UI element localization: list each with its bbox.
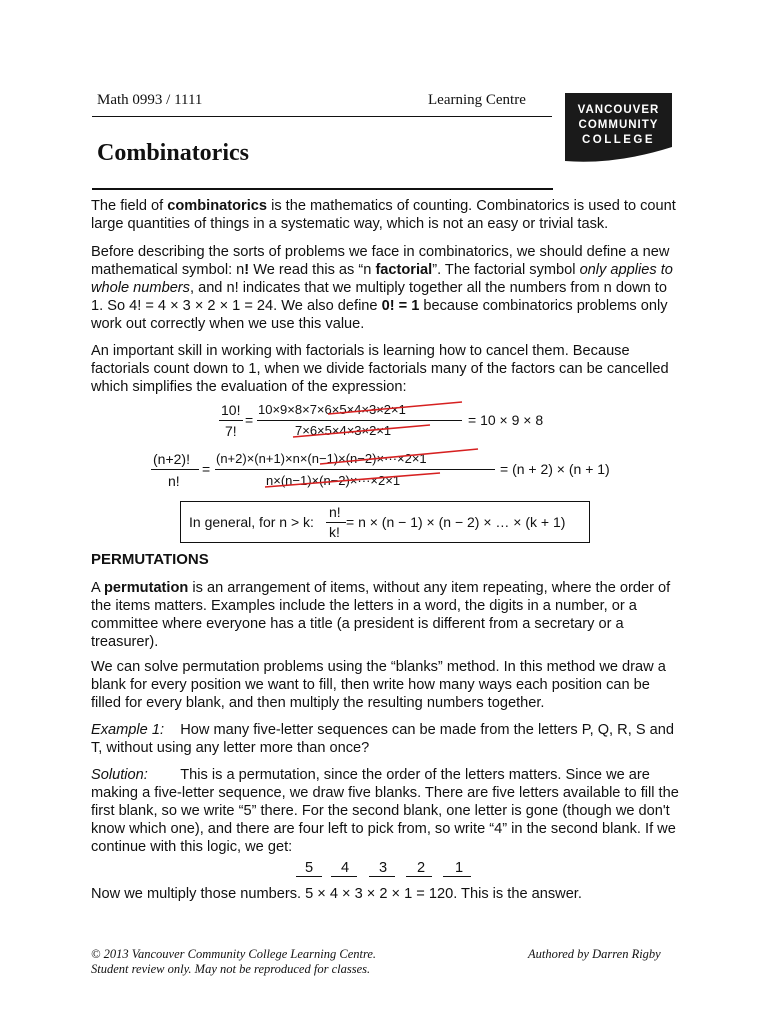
- eq2-result: = (n + 2) × (n + 1): [500, 461, 610, 477]
- logo-line-2: COMMUNITY: [578, 119, 659, 131]
- cancel-factorials-paragraph: An important skill in working with factorials is learning how to cancel them. Because factorials count down to 1, when we divide factorials many of the factors can be cancelled which simplifies the evaluation of the expression:: [91, 343, 669, 395]
- page-title: Combinatorics: [97, 140, 249, 166]
- course-code: Math 0993 / 1111: [97, 92, 203, 108]
- blank-value: 2: [417, 860, 426, 876]
- blank-line: [406, 876, 432, 877]
- blank-line: [296, 876, 322, 877]
- blank-value: 5: [305, 860, 314, 876]
- general-formula-rhs: = n × (n − 1) × (n − 2) × … × (k + 1): [346, 514, 566, 530]
- eq2-equals: =: [202, 461, 211, 477]
- blank-value: 4: [341, 860, 350, 876]
- eq2-lhs-numerator: (n+2)!: [153, 451, 190, 467]
- answer-paragraph: Now we multiply those numbers. 5 × 4 × 3 × 2 × 1 = 120. This is the answer.: [91, 886, 582, 902]
- general-formula-fraction-bar: [326, 522, 346, 523]
- blank-line: [369, 876, 395, 877]
- blanks-method-paragraph: We can solve permutation problems using the “blanks” method. In this method we draw a blank for every position we want to fill, then write how many ways each position can be filled for every blank, and then multiply the resulting numbers together.: [91, 659, 666, 711]
- author-credit: Authored by Darren Rigby: [528, 947, 661, 961]
- eq2-numerator-cancel-stroke: [320, 449, 478, 464]
- learning-centre-label: Learning Centre: [428, 92, 526, 108]
- general-formula-denominator: k!: [329, 524, 340, 540]
- eq1-lhs-numerator: 10!: [221, 402, 241, 418]
- permutations-heading: PERMUTATIONS: [91, 551, 209, 568]
- blank-value: 3: [379, 860, 388, 876]
- general-formula-box: [180, 501, 590, 543]
- eq1-lhs-denominator: 7!: [225, 423, 237, 439]
- example-1-paragraph: Example 1: How many five-letter sequences can be made from the letters P, Q, R, S and T, without using any letter more than once?: [91, 722, 674, 756]
- eq2-denominator: n×(n−1)×(n−2)×···×2×1: [266, 473, 401, 488]
- factorial-definition-paragraph: Before describing the sorts of problems we face in combinatorics, we should define a new mathematical symbol: n! We read this as “n factorial”. The factorial symbol only applies to whole numbers, and n! indicates that we multiply together all the numbers from n down to 1. So 4! = 4 × 3 × 2 × 1 = 24. We also define 0! = 1 because combinatorics problems only work out correctly when we use this value.: [91, 244, 673, 332]
- general-formula-prefix: In general, for n > k:: [189, 514, 314, 530]
- eq1-denominator: 7×6×5×4×3×2×1: [295, 423, 392, 438]
- intro-paragraph: The field of combinatorics is the mathematics of counting. Combinatorics is used to count large quantities of things in a systematic way, which is not an easy or trivial task.: [91, 198, 676, 232]
- blank-value: 1: [455, 860, 464, 876]
- solution-paragraph: Solution: This is a permutation, since the order of the letters matters. Since we are making a five-letter sequence, we draw five blanks. There are five letters available to fill the first blank, so we write “5” there. For the second blank, one letter is gone (though we don't know which one), and there are four left to pick from, so write “4” in the second blank. If we continue with this logic, we get:: [91, 767, 679, 855]
- eq2-numerator: (n+2)×(n+1)×n×(n−1)×(n−2)×···×2×1: [216, 451, 427, 466]
- copyright-notice: © 2013 Vancouver Community College Learning Centre. Student review only. May not be reproduced for classes.: [91, 947, 377, 976]
- general-formula-numerator: n!: [329, 504, 341, 520]
- eq1-result: = 10 × 9 × 8: [468, 412, 544, 428]
- logo-line-3: COLLEGE: [581, 134, 656, 146]
- logo-line-1: VANCOUVER: [577, 104, 660, 116]
- eq2-denominator-cancel-stroke: [265, 473, 440, 487]
- eq1-equals: =: [245, 412, 254, 428]
- eq2-lhs-denominator: n!: [168, 473, 180, 489]
- permutation-definition-paragraph: A permutation is an arrangement of items, without any item repeating, where the order of the items matters. Examples include the letters in a word, the digits in a number, or a committee where everyone has a title (a president is different from a secretary or a treasurer).: [91, 580, 671, 650]
- blank-line: [331, 876, 357, 877]
- eq1-numerator: 10×9×8×7×6×5×4×3×2×1: [258, 402, 406, 417]
- blank-line: [443, 876, 471, 877]
